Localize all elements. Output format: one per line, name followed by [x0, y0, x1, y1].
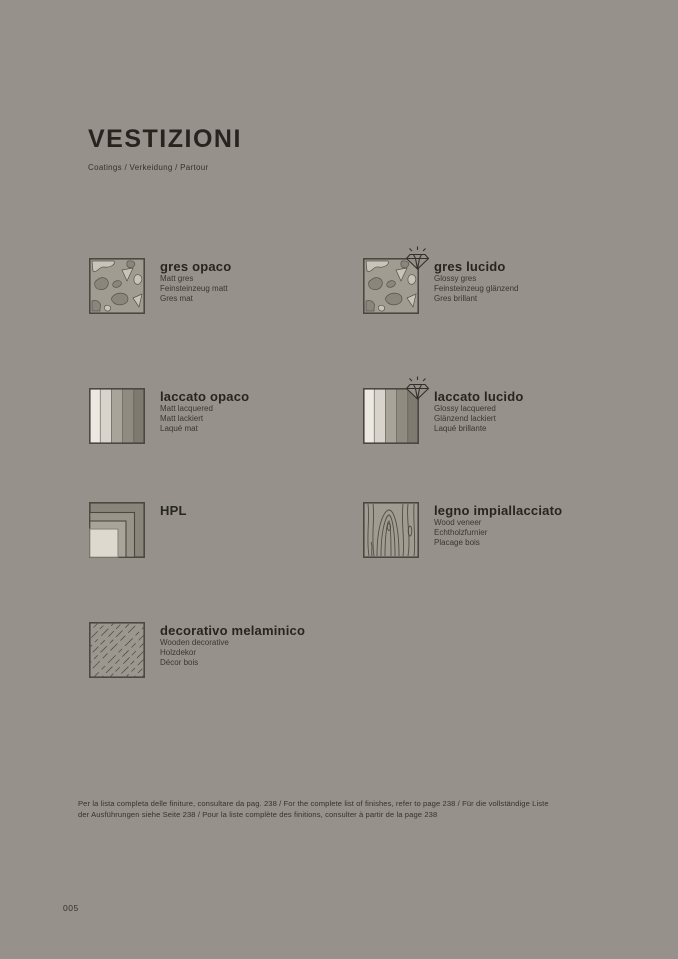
finish-translation: Matt lackiert — [160, 414, 204, 423]
finish-translation: Holzdekor — [160, 648, 197, 657]
footer-note-line-1: Per la lista completa delle finiture, consultare da pag. 238 / For the complete list of finishes, refer to page 238 / Für die vollständige Liste — [78, 799, 549, 808]
finish-item-laccato-lucido — [363, 388, 524, 444]
diamond-gloss-icon — [404, 245, 431, 271]
finish-title: legno impiallacciato — [434, 503, 563, 518]
finish-translation: Matt lacquered — [160, 404, 213, 413]
finish-translation: Feinsteinzeug matt — [160, 284, 228, 293]
finish-text — [434, 388, 524, 434]
finish-translation: Placage bois — [434, 538, 480, 547]
laccato-lucido-swatch — [363, 388, 419, 444]
finish-item-decorativo-melaminico — [89, 622, 305, 678]
finish-item-laccato-opaco — [89, 388, 249, 444]
finish-title: gres lucido — [434, 259, 506, 274]
finish-translation: Wooden decorative — [160, 638, 229, 647]
finish-translation: Décor bois — [160, 658, 199, 667]
finish-text — [160, 622, 305, 668]
page-subtitle: Coatings / Verkeidung / Partour — [88, 163, 209, 172]
wood-grain-pattern-icon — [363, 502, 419, 558]
finish-title: decorativo melaminico — [160, 623, 306, 638]
finish-translation: Glänzend lackiert — [434, 414, 496, 423]
finish-translation: Wood veneer — [434, 518, 482, 527]
finish-text — [434, 258, 519, 304]
diamond-gloss-icon — [404, 375, 431, 401]
finish-translation: Laqué brillante — [434, 424, 487, 433]
finish-title: gres opaco — [160, 259, 232, 274]
finish-title: laccato opaco — [160, 389, 250, 404]
stripes-pattern-icon — [89, 388, 145, 444]
finish-translation: Echtholzfurnier — [434, 528, 488, 537]
finish-translation: Feinsteinzeug glänzend — [434, 284, 519, 293]
footer-note-line-2: der Ausführungen siehe Seite 238 / Pour la liste complète des finitions, consulter à partir de la page 238 — [78, 809, 438, 819]
hpl-swatch — [89, 502, 145, 558]
gres-opaco-swatch — [89, 258, 145, 314]
finish-item-hpl — [89, 502, 187, 558]
footer-note — [78, 799, 549, 820]
finish-item-legno-impiallacciato — [363, 502, 562, 558]
finish-translation: Laqué mat — [160, 424, 198, 433]
finish-item-gres-lucido — [363, 258, 519, 314]
finish-translation: Matt gres — [160, 274, 194, 283]
finish-title: HPL — [160, 503, 187, 518]
finish-text — [160, 388, 249, 434]
finish-item-gres-opaco — [89, 258, 231, 314]
legno-impiallacciato-swatch — [363, 502, 419, 558]
finish-text — [160, 258, 231, 304]
finish-title: laccato lucido — [434, 389, 524, 404]
laccato-opaco-swatch — [89, 388, 145, 444]
page-header — [88, 125, 242, 172]
finish-translation: Glossy lacquered — [434, 404, 496, 413]
finish-text — [160, 502, 187, 518]
nested-squares-pattern-icon — [89, 502, 145, 558]
finish-translation: Glossy gres — [434, 274, 477, 283]
finish-translation: Gres mat — [160, 294, 193, 303]
gres-lucido-swatch — [363, 258, 419, 314]
page-title: VESTIZIONI — [88, 125, 242, 153]
page-number: 005 — [63, 903, 79, 913]
terrazzo-pattern-icon — [89, 258, 145, 314]
decorativo-melaminico-swatch — [89, 622, 145, 678]
finish-translation: Gres brillant — [434, 294, 478, 303]
diagonal-hatch-pattern-icon — [89, 622, 145, 678]
finish-text — [434, 502, 562, 548]
